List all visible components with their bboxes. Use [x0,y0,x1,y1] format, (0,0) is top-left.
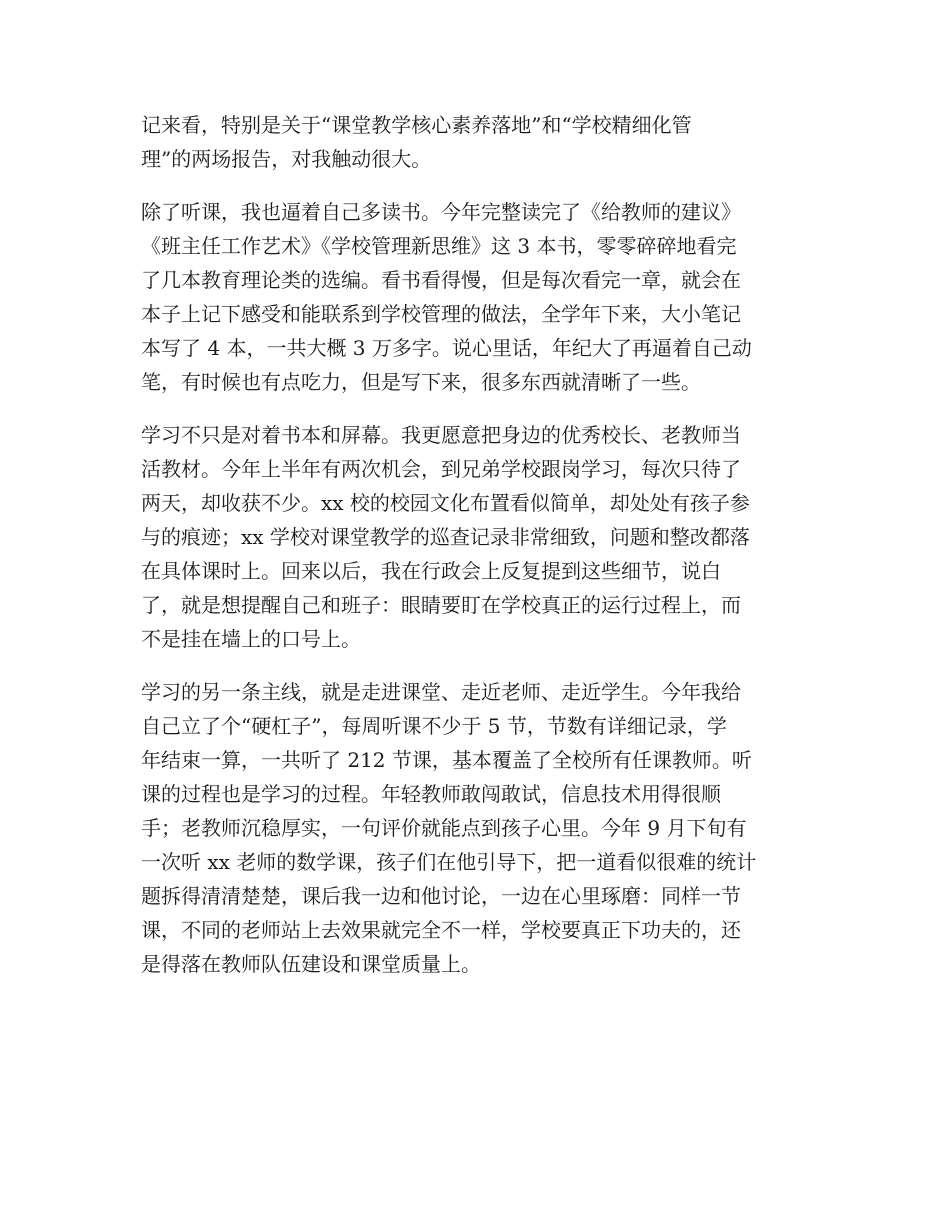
text-line: 笔，有时候也有点吃力，但是写下来，很多东西就清晰了一些。 [141,370,701,394]
text-line: 学习不只是对着书本和屏幕。我更愿意把身边的优秀校长、老教师当 [141,423,741,447]
text-line: 活教材。今年上半年有两次机会，到兄弟学校跟岗学习，每次只待了 [141,457,741,481]
text-line: 手；老教师沉稳厚实，一句评价就能点到孩子心里。今年 9 月下旬有 [141,816,747,840]
text-line: 一次听 xx 老师的数学课，孩子们在他引导下，把一道看似很难的统计 [141,850,757,874]
text-line: 年结束一算，一共听了 212 节课，基本覆盖了全校所有任课教师。听 [141,748,752,772]
text-line: 除了听课，我也逼着自己多读书。今年完整读完了《给教师的建议》 [141,200,741,224]
paragraph-4 [141,675,809,981]
text-line: 理”的两场报告，对我触动很大。 [141,147,432,171]
text-line: 是得落在教师队伍建设和课堂质量上。 [141,952,481,976]
text-line: 自己立了个“硬杠子”，每周听课不少于 5 节，节数有详细记录，学 [141,714,727,738]
text-line: 学习的另一条主线，就是走进课堂、走近老师、走近学生。今年我给 [141,680,741,704]
text-line: 在具体课时上。回来以后，我在行政会上反复提到这些细节，说白 [141,559,721,583]
paragraph-2 [141,195,809,399]
text-line: 了几本教育理论类的选编。看书看得慢，但是每次看完一章，就会在 [141,268,741,292]
document-body [141,108,809,1000]
paragraph-3 [141,418,809,656]
text-line: 课的过程也是学习的过程。年轻教师敢闯敢试，信息技术用得很顺 [141,782,721,806]
text-line: 记来看，特别是关于“课堂教学核心素养落地”和“学校精细化管 [141,113,692,137]
text-line: 课，不同的老师站上去效果就完全不一样，学校要真正下功夫的，还 [141,918,741,942]
text-line: 本写了 4 本，一共大概 3 万多字。说心里话，年纪大了再逼着自己动 [141,336,752,360]
text-line: 《班主任工作艺术》《学校管理新思维》这 3 本书，零零碎碎地看完 [141,234,737,258]
text-line: 题拆得清清楚楚，课后我一边和他讨论，一边在心里琢磨：同样一节 [141,884,741,908]
text-line: 两天，却收获不少。xx 校的校园文化布置看似简单，却处处有孩子参 [141,491,750,515]
text-line: 与的痕迹；xx 学校对课堂教学的巡查记录非常细致，问题和整改都落 [141,525,750,549]
text-line: 了，就是想提醒自己和班子：眼睛要盯在学校真正的运行过程上，而 [141,593,741,617]
paragraph-1 [141,108,809,176]
text-line: 不是挂在墙上的口号上。 [141,627,361,651]
text-line: 本子上记下感受和能联系到学校管理的做法，全学年下来，大小笔记 [141,302,741,326]
